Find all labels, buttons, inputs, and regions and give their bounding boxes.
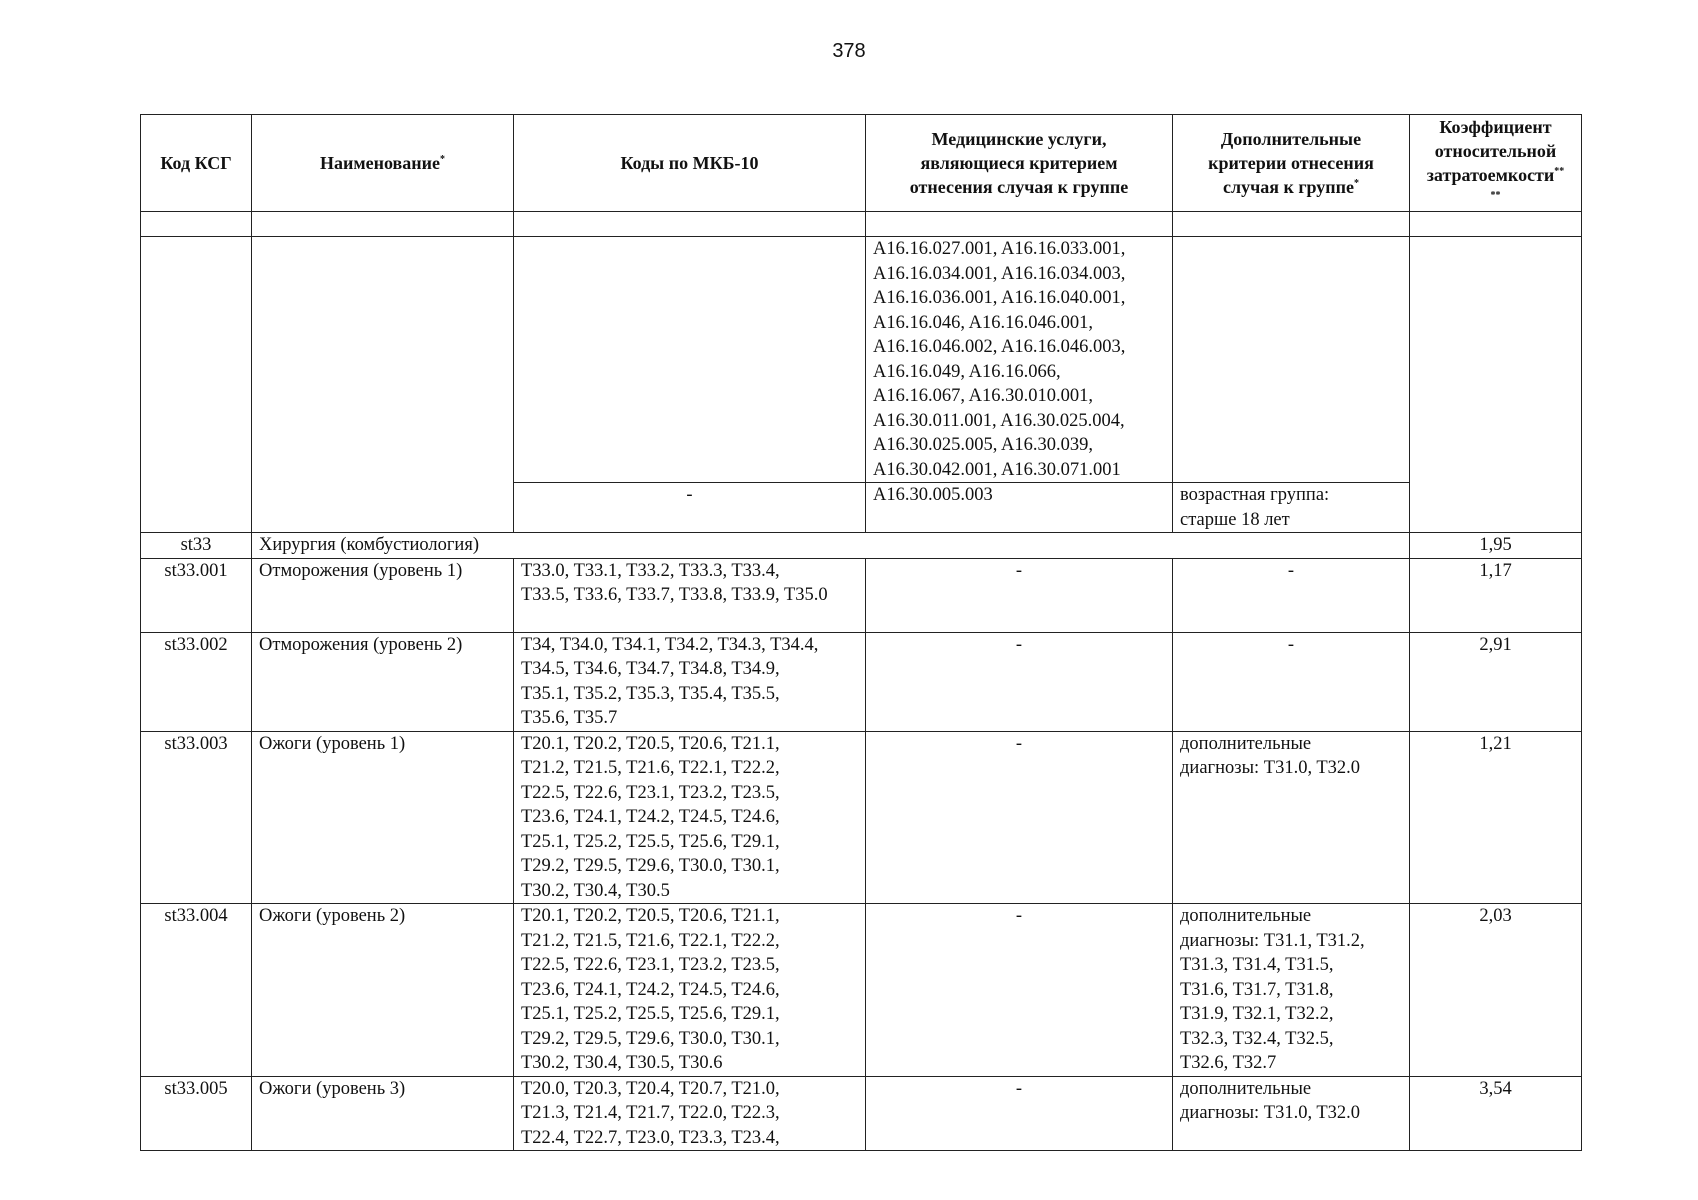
table-row [141, 558, 1582, 632]
row-extra: - [1173, 632, 1410, 731]
row-code: st33.002 [141, 632, 252, 731]
row-coef: 1,21 [1410, 731, 1582, 904]
header-coef-text: Коэффициент относительной затратоемкости [1426, 117, 1557, 185]
row-mkb: T33.0, T33.1, T33.2, T33.3, T33.4, T33.5, T33.6, T33.7, T33.8, T33.9, T35.0 [514, 558, 866, 632]
row-services: - [866, 904, 1173, 1077]
continuation-name-cell [252, 237, 514, 533]
row-mkb: T20.1, T20.2, T20.5, T20.6, T21.1, T21.2, T21.5, T21.6, T22.1, T22.2, T22.5, T22.6, T23.1, T23.2, T23.5, T23.6, T24.1, T24.2, T24.5, T24.6, T25.1, T25.2, T25.5, T25.6, T29.1, T29.2, T29.5, T29.6, T30.0, T30.1, T30.2, T30.4, T30.5 [514, 731, 866, 904]
continuation-mkb-cell [514, 237, 866, 483]
row-services: - [866, 632, 1173, 731]
row-coef: 2,91 [1410, 632, 1582, 731]
group-row [141, 533, 1582, 559]
group-name: Хирургия (комбустиология) [252, 533, 1410, 559]
header-row [141, 115, 1582, 212]
header-extra [1173, 115, 1410, 212]
row-extra: - [1173, 558, 1410, 632]
header-coef-footnote-mark-2: ** [1490, 190, 1501, 201]
row-services: - [866, 1076, 1173, 1151]
continuation-coef-cell [1410, 237, 1582, 533]
header-extra-text: Дополнительные критерии отнесения случая к группе [1208, 129, 1374, 197]
row-name: Ожоги (уровень 1) [252, 731, 514, 904]
header-code: Код КСГ [141, 115, 252, 212]
row-code: st33.005 [141, 1076, 252, 1151]
continuation-sub-mkb: - [514, 483, 866, 533]
row-services: - [866, 558, 1173, 632]
continuation-sub-extra: возрастная группа: старше 18 лет [1173, 483, 1410, 533]
table-row [141, 904, 1582, 1077]
row-extra: дополнительные диагнозы: T31.0, T32.0 [1173, 1076, 1410, 1151]
continuation-row [141, 237, 1582, 483]
page-number: 378 [832, 40, 866, 62]
table-row [141, 1076, 1582, 1151]
header-name [252, 115, 514, 212]
row-extra: дополнительные диагнозы: T31.0, T32.0 [1173, 731, 1410, 904]
header-extra-footnote-mark: * [1354, 178, 1360, 189]
header-name-footnote-mark: * [440, 154, 445, 165]
header-coef-footnote-mark: ** [1554, 166, 1565, 177]
row-mkb: T20.1, T20.2, T20.5, T20.6, T21.1, T21.2, T21.5, T21.6, T22.1, T22.2, T22.5, T22.6, T23.1, T23.2, T23.5, T23.6, T24.1, T24.2, T24.5, T24.6, T25.1, T25.2, T25.5, T25.6, T29.1, T29.2, T29.5, T29.6, T30.0, T30.1, T30.2, T30.4, T30.5, T30.6 [514, 904, 866, 1077]
row-coef: 2,03 [1410, 904, 1582, 1077]
ksg-table [140, 114, 1582, 1151]
row-name: Ожоги (уровень 3) [252, 1076, 514, 1151]
continuation-services-cell: A16.16.027.001, A16.16.033.001, A16.16.034.001, A16.16.034.003, A16.16.036.001, A16.16.040.001, A16.16.046, A16.16.046.001, A16.16.046.002, A16.16.046.003, A16.16.049, A16.16.066, A16.16.067, A16.30.010.001, A16.30.011.001, A16.30.025.004, A16.30.025.005, A16.30.039, A16.30.042.001, A16.30.071.001 [866, 237, 1173, 483]
header-coef [1410, 115, 1582, 212]
row-services: - [866, 731, 1173, 904]
empty-row [141, 212, 1582, 237]
row-name: Отморожения (уровень 2) [252, 632, 514, 731]
continuation-sub-services: A16.30.005.003 [866, 483, 1173, 533]
row-coef: 3,54 [1410, 1076, 1582, 1151]
row-code: st33.003 [141, 731, 252, 904]
row-mkb: T34, T34.0, T34.1, T34.2, T34.3, T34.4, T34.5, T34.6, T34.7, T34.8, T34.9, T35.1, T35.2, T35.3, T35.4, T35.5, T35.6, T35.7 [514, 632, 866, 731]
table-row [141, 731, 1582, 904]
header-services: Медицинские услуги, являющиеся критерием отнесения случая к группе [866, 115, 1173, 212]
continuation-extra-cell [1173, 237, 1410, 483]
row-coef: 1,17 [1410, 558, 1582, 632]
row-code: st33.004 [141, 904, 252, 1077]
header-name-text: Наименование [320, 153, 440, 173]
group-coef: 1,95 [1410, 533, 1582, 559]
row-code: st33.001 [141, 558, 252, 632]
header-mkb: Коды по МКБ-10 [514, 115, 866, 212]
row-extra: дополнительные диагнозы: T31.1, T31.2, T31.3, T31.4, T31.5, T31.6, T31.7, T31.8, T31.9, T32.1, T32.2, T32.3, T32.4, T32.5, T32.6, T32.7 [1173, 904, 1410, 1077]
group-code: st33 [141, 533, 252, 559]
table-row [141, 632, 1582, 731]
row-mkb: T20.0, T20.3, T20.4, T20.7, T21.0, T21.3, T21.4, T21.7, T22.0, T22.3, T22.4, T22.7, T23.0, T23.3, T23.4, [514, 1076, 866, 1151]
row-name: Отморожения (уровень 1) [252, 558, 514, 632]
row-name: Ожоги (уровень 2) [252, 904, 514, 1077]
continuation-code-cell [141, 237, 252, 533]
